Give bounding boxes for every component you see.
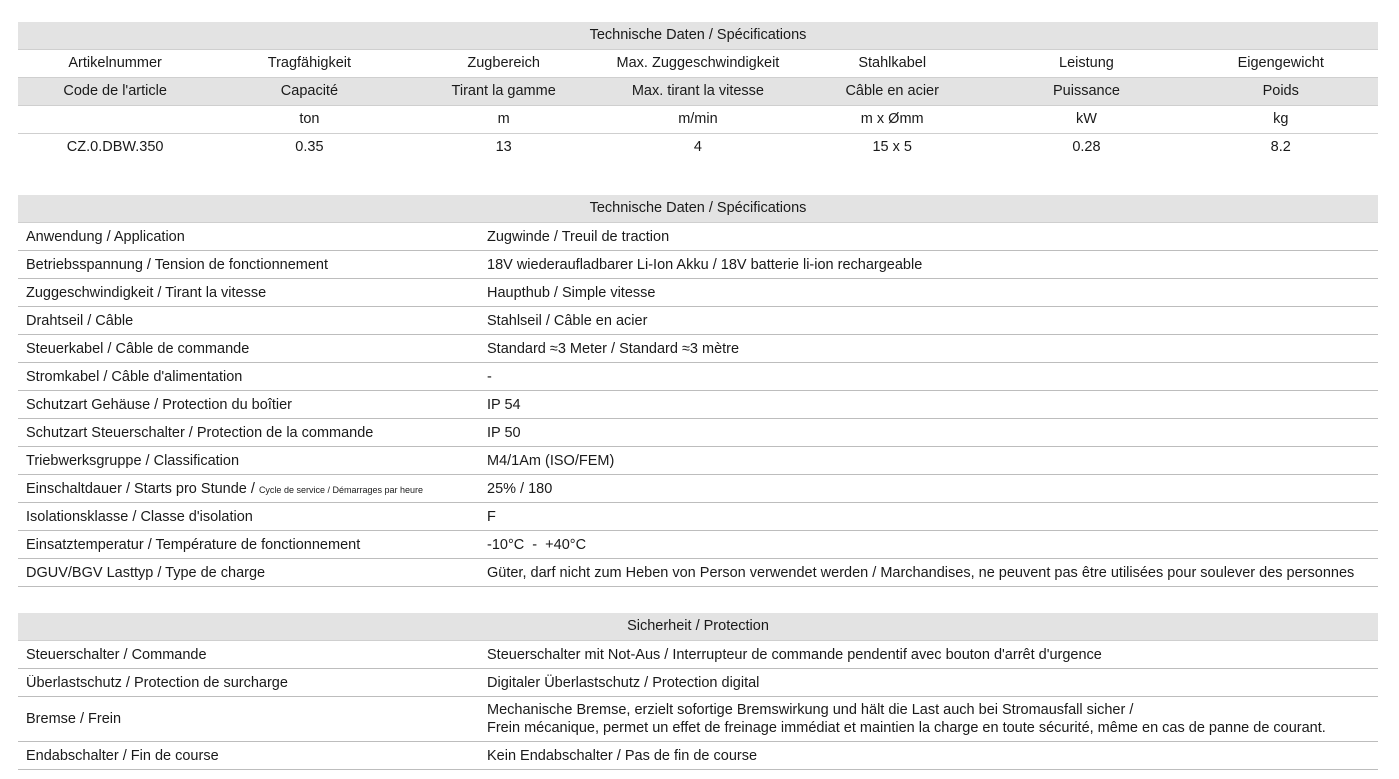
units-row (18, 106, 1378, 134)
row-value: Stahlseil / Câble en acier (487, 312, 648, 329)
row-label: Steuerschalter / Commande (26, 646, 207, 663)
row-label: Betriebsspannung / Tension de fonctionnement (26, 256, 329, 273)
row-value: F (487, 508, 496, 525)
table-row (18, 641, 1378, 669)
specs-detail-title: Technische Daten / Spécifications (18, 195, 1378, 223)
safety-table (18, 613, 1378, 770)
table-row (18, 475, 1378, 503)
row-label: Schutzart Gehäuse / Protection du boîtier (26, 396, 292, 413)
row-value: - (487, 368, 492, 385)
unit-cell: kW (1075, 111, 1097, 127)
header-cell: Câble en acier (845, 83, 939, 99)
row-label: Drahtseil / Câble (26, 312, 134, 329)
row-value-line: Frein mécanique, permet un effet de freinage immédiat et maintien la charge en toute sécurité, même en cas de panne de courant. (487, 720, 1326, 736)
table-row (18, 503, 1378, 531)
row-label-small: Cycle de service / Démarrages par heure (258, 484, 424, 495)
row-value: Kein Endabschalter / Pas de fin de course (487, 747, 758, 764)
header-row-de (18, 50, 1378, 78)
header-cell: Capacité (280, 83, 339, 99)
table-row (18, 363, 1378, 391)
row-label: DGUV/BGV Lasttyp / Type de charge (26, 564, 266, 581)
unit-cell (18, 106, 212, 133)
row-value: 25% / 180 (487, 480, 553, 497)
row-value: 18V wiederaufladbarer Li-Ion Akku / 18V batterie li-ion rechargeable (487, 256, 923, 273)
row-value: Standard ≈3 Meter / Standard ≈3 mètre (487, 340, 740, 357)
unit-cell: ton (299, 111, 320, 127)
row-value: Haupthub / Simple vitesse (487, 284, 656, 301)
row-value: Zugwinde / Treuil de traction (487, 228, 670, 245)
value-cell: CZ.0.DBW.350 (66, 139, 164, 155)
value-cell: 0.35 (295, 139, 324, 155)
row-label: Bremse / Frein (26, 711, 122, 727)
table-row (18, 307, 1378, 335)
row-value: Steuerschalter mit Not-Aus / Interrupteur de commande pendentif avec bouton d'arrêt d'urgence (487, 646, 1102, 663)
unit-cell: m (497, 111, 510, 127)
value-cell: 15 x 5 (872, 139, 912, 155)
header-cell: Tirant la gamme (451, 83, 556, 99)
row-value: -10°C - +40°C (487, 536, 587, 553)
specs-summary-title: Technische Daten / Spécifications (18, 22, 1378, 50)
table-row (18, 335, 1378, 363)
table-row (18, 419, 1378, 447)
header-cell: Zugbereich (467, 55, 540, 71)
row-label-wrap (18, 481, 480, 497)
row-label: Einschaltdauer / Starts pro Stunde / (26, 480, 259, 497)
value-cell: 13 (495, 139, 512, 155)
row-label: Triebwerksgruppe / Classification (26, 452, 240, 469)
header-cell: Stahlkabel (858, 55, 927, 71)
table-row (18, 742, 1378, 770)
safety-title: Sicherheit / Protection (18, 613, 1378, 641)
row-label: Zuggeschwindigkeit / Tirant la vitesse (26, 284, 267, 301)
value-cell: 8.2 (1270, 139, 1291, 155)
header-cell: Max. tirant la vitesse (631, 83, 765, 99)
specs-summary-table (18, 22, 1378, 161)
row-label: Steuerkabel / Câble de commande (26, 340, 250, 357)
row-value: IP 50 (487, 424, 521, 441)
unit-cell: m x Ømm (860, 111, 924, 127)
row-label: Isolationsklasse / Classe d'isolation (26, 508, 253, 525)
header-cell: Artikelnummer (68, 55, 162, 71)
table-row (18, 531, 1378, 559)
row-value: IP 54 (487, 396, 521, 413)
row-value-line: Mechanische Bremse, erzielt sofortige Bremswirkung und hält die Last auch bei Stromausfall sicher / (487, 702, 1134, 718)
header-cell: Leistung (1059, 55, 1114, 71)
row-label: Überlastschutz / Protection de surcharge (26, 674, 288, 691)
table-row (18, 697, 1378, 742)
row-label: Endabschalter / Fin de course (26, 747, 219, 764)
row-label: Anwendung / Application (26, 228, 185, 245)
table-row (18, 223, 1378, 251)
row-label: Stromkabel / Câble d'alimentation (26, 368, 243, 385)
table-row (18, 559, 1378, 587)
header-cell: Poids (1262, 83, 1299, 99)
values-row (18, 134, 1378, 161)
value-cell: 4 (693, 139, 702, 155)
specs-detail-table (18, 195, 1378, 587)
unit-cell: kg (1273, 111, 1289, 127)
table-row (18, 251, 1378, 279)
value-cell: 0.28 (1072, 139, 1101, 155)
header-cell: Code de l'article (63, 83, 167, 99)
table-row (18, 391, 1378, 419)
row-label: Einsatztemperatur / Température de fonctionnement (26, 536, 361, 553)
unit-cell: m/min (678, 111, 718, 127)
header-cell: Max. Zuggeschwindigkeit (616, 55, 780, 71)
row-label: Schutzart Steuerschalter / Protection de la commande (26, 424, 374, 441)
row-value: M4/1Am (ISO/FEM) (487, 452, 615, 469)
header-cell: Tragfähigkeit (267, 55, 352, 71)
header-row-fr (18, 78, 1378, 106)
header-cell: Puissance (1053, 83, 1120, 99)
row-value: Digitaler Überlastschutz / Protection digital (487, 674, 760, 691)
header-cell: Eigengewicht (1237, 55, 1324, 71)
table-row (18, 669, 1378, 697)
row-value-multiline (480, 701, 1378, 737)
table-row (18, 279, 1378, 307)
row-value: Güter, darf nicht zum Heben von Person verwendet werden / Marchandises, ne peuvent pas être utilisées pour soulever des personnes (487, 564, 1355, 581)
table-row (18, 447, 1378, 475)
